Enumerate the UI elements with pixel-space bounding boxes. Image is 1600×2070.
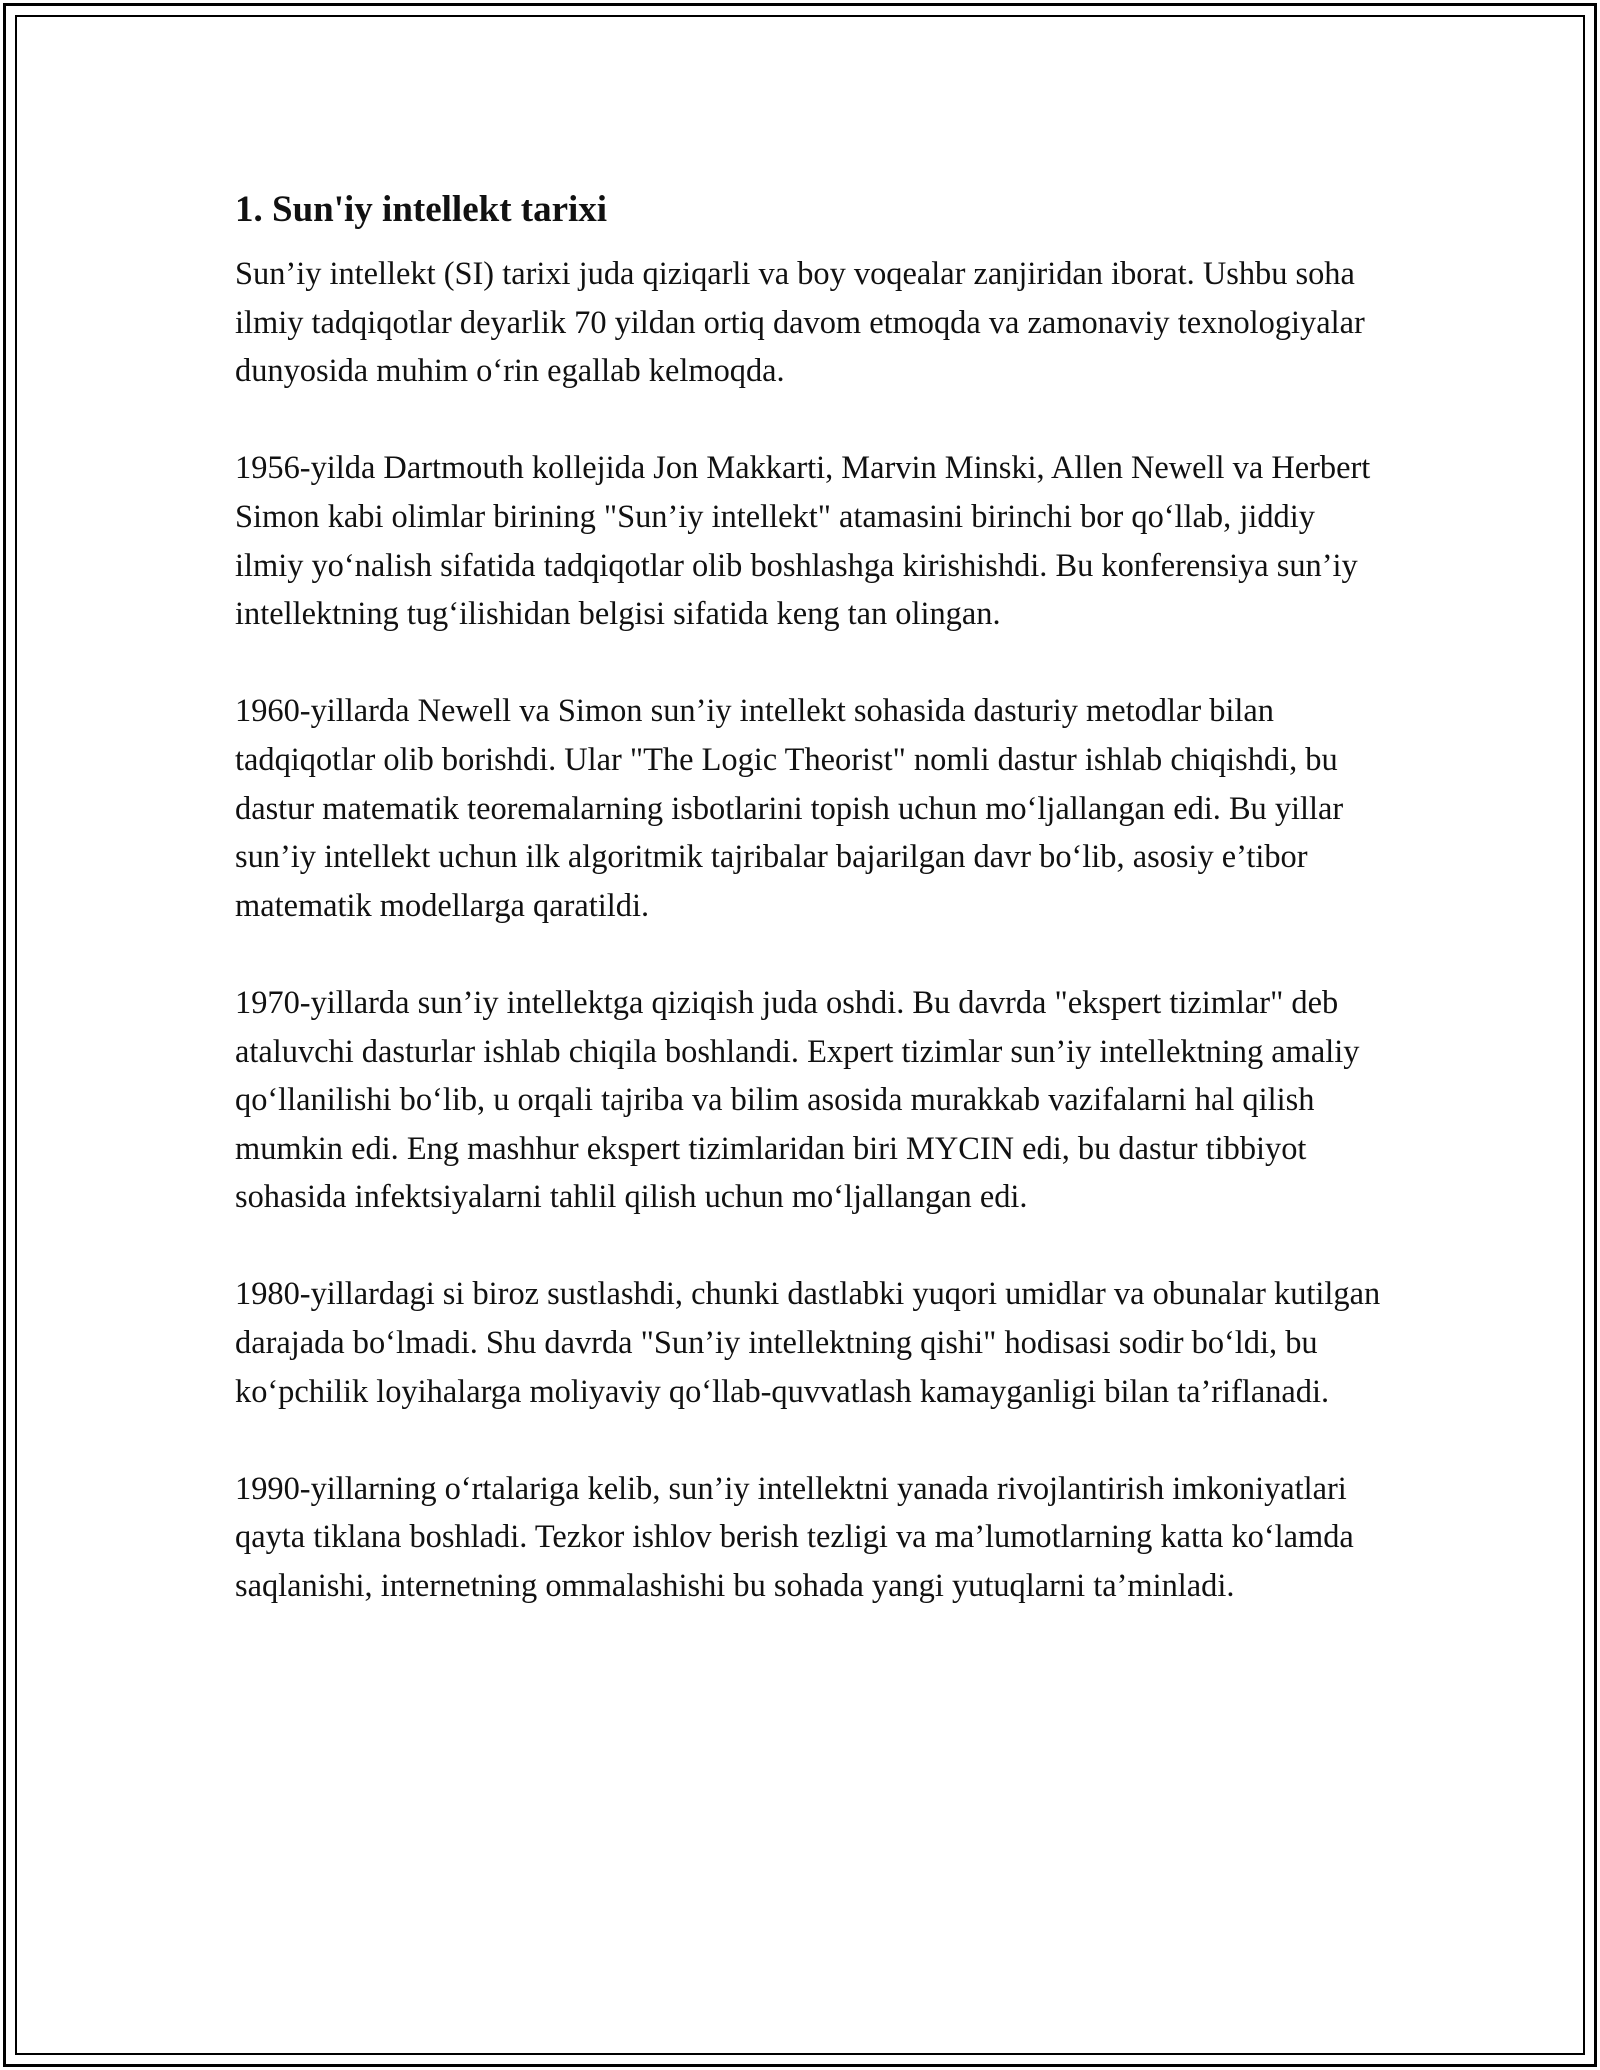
- paragraph-1990s: 1990-yillarning o‘rtalariga kelib, sun’iy intellektni yanada rivojlantirish imkoniyatlari qayta tiklana boshladi. Tezkor ishlov berish tezligi va ma’lumotlarning katta ko‘lamda saqlanishi, internetning ommalashishi bu sohada yangi yutuqlarni ta’minladi.: [235, 1470, 1354, 1605]
- document-body: [235, 186, 1385, 1659]
- paragraph-1970s: 1970-yillarda sun’iy intellektga qiziqish juda oshdi. Bu davrda "ekspert tizimlar" deb ataluvchi dasturlar ishlab chiqila boshlandi. Expert tizimlar sun’iy intellektning amaliy qo‘llanilishi bo‘lib, u orqali tajriba va bilim asosida murakkab vazifalarni hal qilish mumkin edi. Eng mashhur ekspert tizimlaridan biri MYCIN edi, bu dastur tibbiyot sohasida infektsiyalarni tahlil qilish uchun mo‘ljallangan edi.: [235, 984, 1360, 1216]
- paragraph-1960s: 1960-yillarda Newell va Simon sun’iy intellekt sohasida dasturiy metodlar bilan tadqiqotlar olib borishdi. Ular "The Logic Theorist" nomli dastur ishlab chiqishdi, bu dastur matematik teoremalarning isbotlarini topish uchun mo‘ljallangan edi. Bu yillar sun’iy intellekt uchun ilk algoritmik tajribalar bajarilgan davr bo‘lib, asosiy e’tibor matematik modellarga qaratildi.: [235, 693, 1344, 924]
- paragraph-1980s: 1980-yillardagi si biroz sustlashdi, chunki dastlabki yuqori umidlar va obunalar kutilgan darajada bo‘lmadi. Shu davrda "Sun’iy intellektning qishi" hodisasi sodir bo‘ldi, bu ko‘pchilik loyihalarga moliyaviy qo‘llab-quvvatlash kamayganligi bilan ta’riflanadi.: [235, 1276, 1381, 1410]
- paragraph-intro: Sun’iy intellekt (SI) tarixi juda qiziqarli va boy voqealar zanjiridan iborat. Ushbu soha ilmiy tadqiqotlar deyarlik 70 yildan ortiq davom etmoqda va zamonaviy texnologiyalar dunyosida muhim o‘rin egallab kelmoqda.: [235, 256, 1365, 390]
- paragraph-1956: 1956-yilda Dartmouth kollejida Jon Makkarti, Marvin Minski, Allen Newell va Herbert Simon kabi olimlar birining "Sun’iy intellekt" atamasini birinchi bor qo‘llab, jiddiy ilmiy yo‘nalish sifatida tadqiqotlar olib boshlashga kirishishdi. Bu konferensiya sun’iy intellektning tug‘ilishidan belgisi sifatida keng tan olingan.: [235, 450, 1371, 633]
- section-title: 1. Sun'iy intellekt tarixi: [235, 189, 608, 230]
